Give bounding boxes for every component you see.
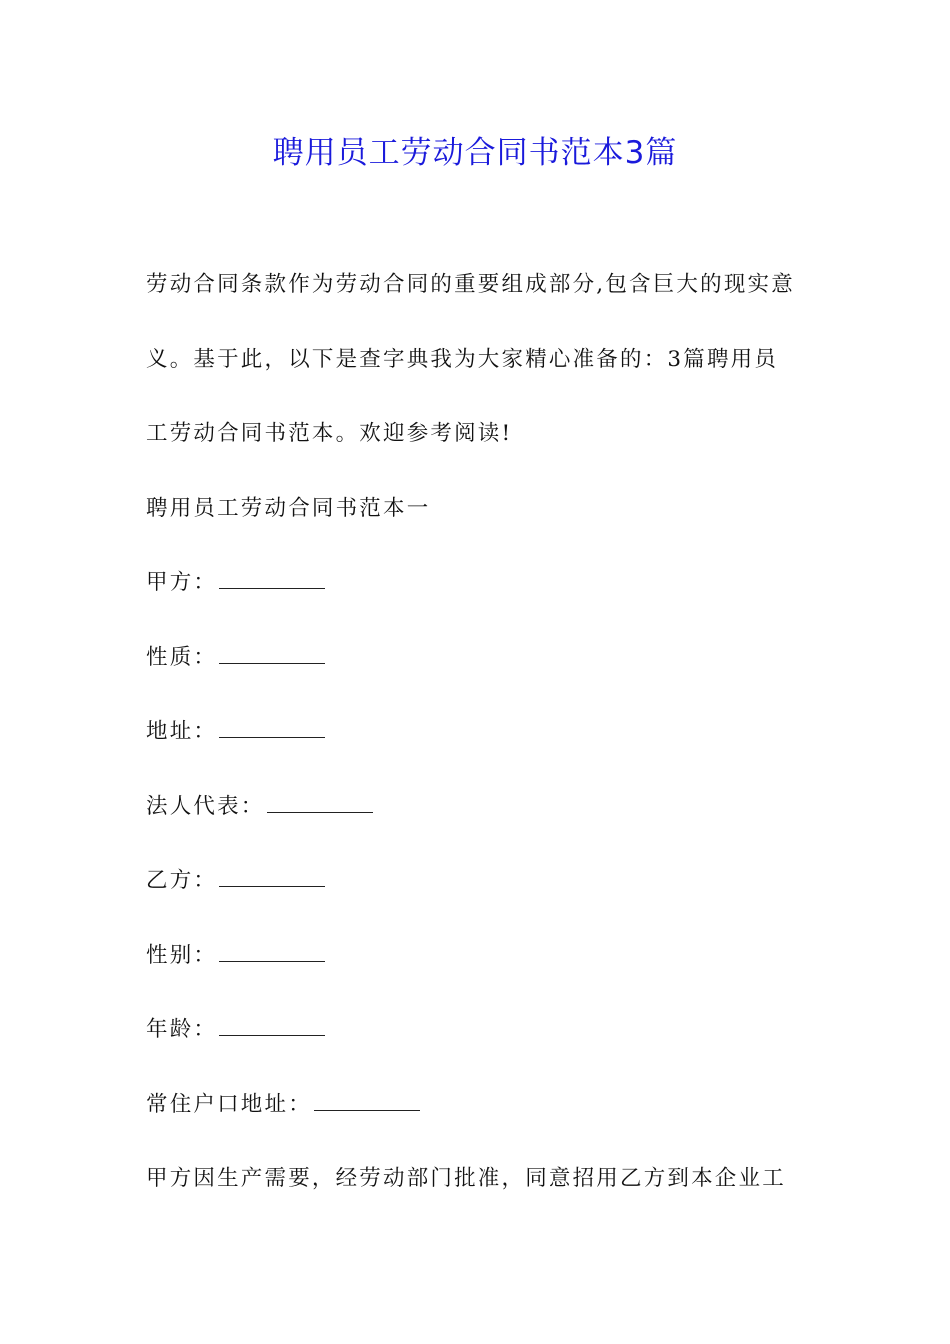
field-gender <box>146 934 806 1009</box>
section-heading: 聘用员工劳动合同书范本一 <box>146 495 431 521</box>
intro-line-2: 义。基于此，以下是查字典我为大家精心准备的：3篇聘用员 <box>146 346 779 372</box>
blank-line <box>219 643 325 664</box>
field-address <box>146 710 806 785</box>
blank-line <box>219 1015 325 1036</box>
field-party-a <box>146 561 806 636</box>
intro-line-1: 劳动合同条款作为劳动合同的重要组成部分,包含巨大的现实意 <box>146 272 795 297</box>
field-label: 乙方： <box>146 868 218 893</box>
document-title: 聘用员工劳动合同书范本3篇 <box>272 135 678 171</box>
field-legal-representative <box>146 785 806 860</box>
field-label: 甲方： <box>146 570 218 595</box>
blank-line <box>219 866 325 887</box>
field-label: 常住户口地址： <box>146 1091 312 1117</box>
field-permanent-address <box>146 1083 806 1158</box>
closing-line: 甲方因生产需要，经劳动部门批准，同意招用乙方到本企业工 <box>146 1166 786 1191</box>
field-party-b <box>146 859 806 934</box>
field-age <box>146 1008 806 1083</box>
field-label: 性质： <box>146 644 218 670</box>
field-label: 法人代表： <box>146 793 265 819</box>
intro-line-3: 工劳动合同书范本。欢迎参考阅读! <box>146 421 513 446</box>
blank-line <box>314 1090 420 1111</box>
field-nature <box>146 636 806 711</box>
field-label: 年龄： <box>146 1017 218 1042</box>
blank-line <box>267 792 373 813</box>
blank-line <box>219 941 325 962</box>
field-label: 性别： <box>146 942 218 968</box>
blank-line <box>219 717 325 738</box>
field-label: 地址： <box>146 719 218 744</box>
blank-line <box>219 568 325 589</box>
document-body <box>146 263 806 1232</box>
